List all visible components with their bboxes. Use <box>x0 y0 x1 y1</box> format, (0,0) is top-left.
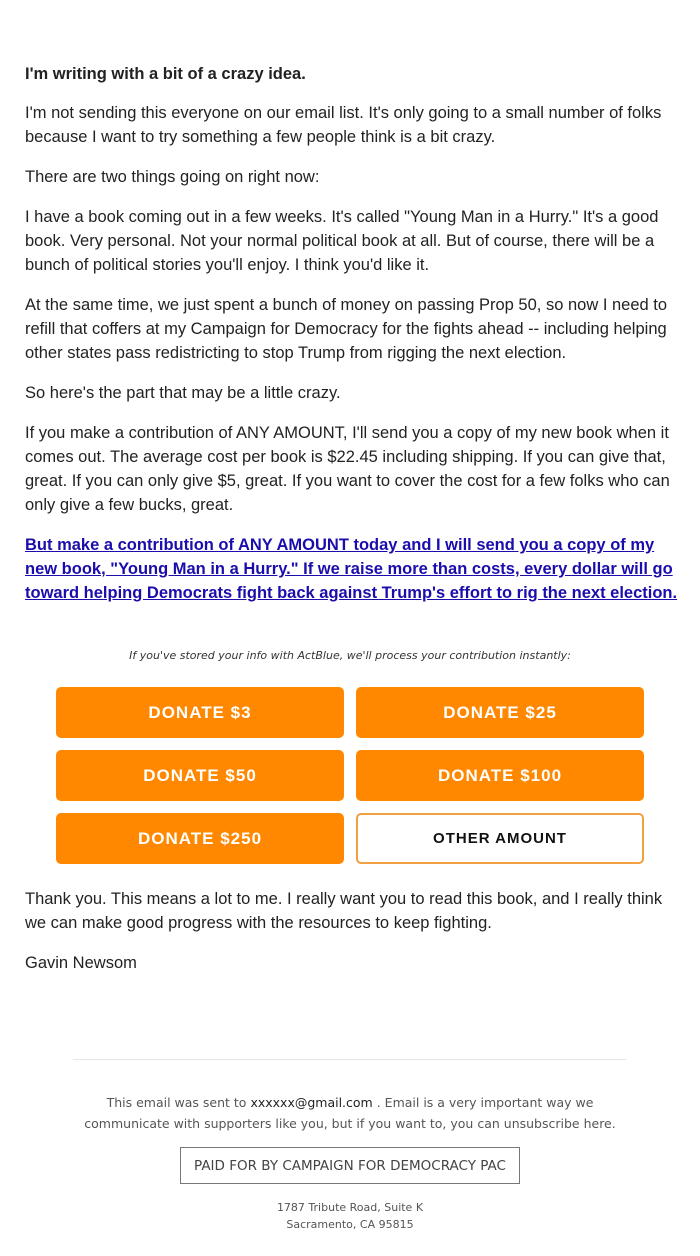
paid-for-box: PAID FOR BY CAMPAIGN FOR DEMOCRACY PAC <box>180 1147 520 1184</box>
donate-25-button[interactable]: DONATE $25 <box>356 687 644 738</box>
contribution-cta-link[interactable]: But make a contribution of ANY AMOUNT today and I will send you a copy of my new book, "Young Man in a Hurry." If we raise more than costs, every dollar will go toward helping Democrats fight back against Trump's effort to rig the next election. <box>25 536 678 602</box>
other-amount-button[interactable]: OTHER AMOUNT <box>356 813 644 864</box>
signature: Gavin Newsom <box>25 954 137 972</box>
closing-paragraph: Thank you. This means a lot to me. I really want you to read this book, and I really think we can make good progress with the resources to keep fighting. <box>25 890 663 932</box>
footer-notice <box>70 1092 630 1134</box>
donate-50-button[interactable]: DONATE $50 <box>56 750 344 801</box>
address-line-2: Sacramento, CA 95815 <box>286 1218 414 1231</box>
donate-3-button[interactable]: DONATE $3 <box>56 687 344 738</box>
paragraph-2: There are two things going on right now: <box>25 168 320 186</box>
closing-section <box>25 887 675 991</box>
actblue-note: If you've stored your info with ActBlue, we'll process your contribution instantly: <box>129 649 571 662</box>
donate-250-button[interactable]: DONATE $250 <box>56 813 344 864</box>
paragraph-4: At the same time, we just spent a bunch of money on passing Prop 50, so now I need to refill that coffers at my Campaign for Democracy for the fights ahead -- including helping other states pass redistricting to stop Trump from rigging the next election. <box>25 296 668 362</box>
paragraph-6: If you make a contribution of ANY AMOUNT, I'll send you a copy of my new book when it comes out. The average cost per book is $22.45 including shipping. If you can give that, great. If you can only give $5, great. If you want to cover the cost for a few folks who can only give a few bucks, great. <box>25 424 670 514</box>
paragraph-5: So here's the part that may be a little crazy. <box>25 384 341 402</box>
opening-line: I'm writing with a bit of a crazy idea. <box>25 65 306 83</box>
donate-100-button[interactable]: DONATE $100 <box>356 750 644 801</box>
paragraph-1: I'm not sending this everyone on our email list. It's only going to a small number of folks because I want to try something a few people think is a bit crazy. <box>25 104 662 146</box>
address-line-1: 1787 Tribute Road, Suite K <box>276 1201 424 1214</box>
footer-divider <box>73 1059 626 1060</box>
unsubscribe-link[interactable]: unsubscribe here. <box>503 1116 616 1131</box>
recipient-email: xxxxxx@gmail.com <box>250 1095 373 1110</box>
mailing-address <box>0 1199 700 1233</box>
email-body <box>25 62 680 605</box>
sent-suffix: . Email is a very important way we communicate with supporters like you, but if you want to, you can <box>84 1095 594 1131</box>
sent-prefix: This email was sent to <box>106 1095 247 1110</box>
paragraph-3: I have a book coming out in a few weeks. It's called "Young Man in a Hurry." It's a good book. Very personal. Not your normal political book at all. But of course, there will be a bunch of political stories you'll enjoy. I think you'd like it. <box>25 208 659 274</box>
